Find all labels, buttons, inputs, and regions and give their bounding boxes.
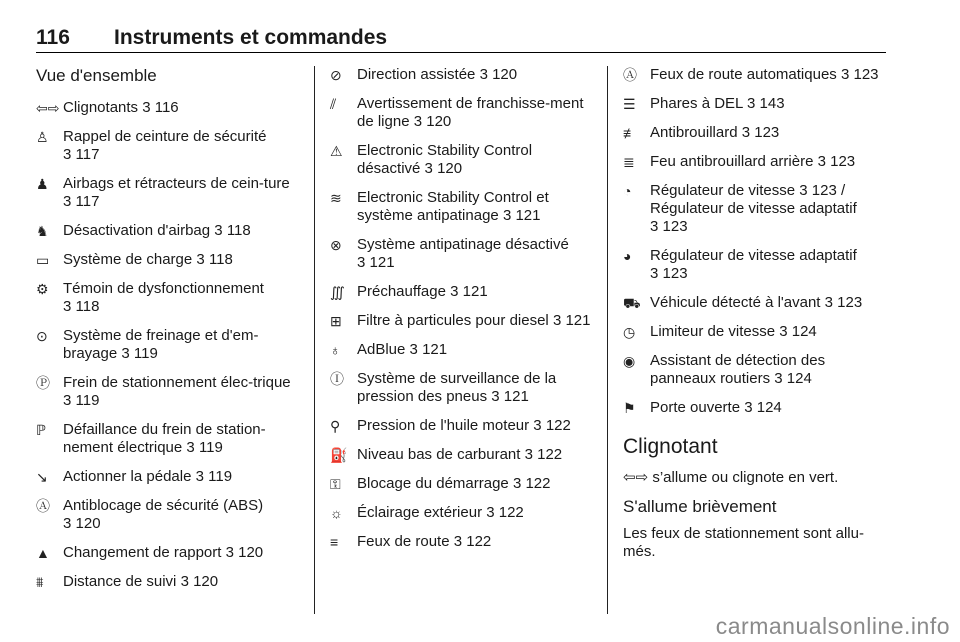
indicator-label: Electronic Stability Control et système antipatinage 3 121 [357, 189, 549, 224]
indicator-entry [330, 236, 594, 272]
indicator-entry [36, 99, 298, 117]
reference-arrow-icon: 3 [552, 312, 562, 329]
reference-arrow-icon: 3 [357, 254, 366, 271]
reference-arrow-icon: 3 [180, 573, 189, 590]
speed-limiter-icon: ◷ [623, 324, 636, 340]
page-reference-link[interactable]: 3 121 [450, 283, 488, 300]
page-reference-link[interactable]: 3 120 [180, 573, 219, 590]
indicator-label: Système antipatinage désactivé 3 121 [357, 236, 569, 271]
page-reference-link[interactable]: 3 116 [142, 99, 179, 116]
indicator-entry [330, 95, 594, 131]
reference-arrow-icon: 3 [486, 504, 495, 521]
reference-arrow-icon: 3 [453, 533, 463, 550]
subsection-heading: S'allume brièvement [623, 497, 777, 516]
page-reference-link[interactable]: 3 123 [650, 265, 688, 282]
page-reference-link[interactable]: 3 119 [195, 468, 233, 485]
reference-arrow-icon: 3 [491, 388, 500, 405]
paragraph: Les feux de stationnement sont allu-més. [623, 525, 864, 560]
reference-arrow-icon: 3 [63, 146, 72, 163]
column-3 [623, 66, 887, 571]
page-reference-link[interactable]: 3 117 [63, 193, 100, 210]
indicator-label: Désactivation d'airbag 3 118 [63, 222, 251, 239]
cruise-control-icon: ◔ [623, 183, 632, 199]
reference-arrow-icon: 3 [413, 113, 423, 130]
indicator-label: Porte ouverte 3 124 [650, 399, 782, 416]
parking-brake-fault-icon: ℙ [36, 422, 46, 438]
indicator-label: Feux de route automatiques 3 123 [650, 66, 879, 83]
airbag-icon: ♟ [36, 176, 49, 192]
page-reference-link[interactable]: 3 120 [413, 113, 452, 130]
paragraph-text: s’allume ou clignote en vert. [652, 469, 839, 486]
indicator-label: Antiblocage de sécurité (ABS) 3 120 [63, 497, 264, 532]
indicator-entry [36, 497, 298, 533]
engine-check-icon: ⚙ [36, 281, 49, 297]
indicator-label: Feu antibrouillard arrière 3 123 [650, 153, 856, 170]
page-reference-link[interactable]: 3 122 [453, 533, 492, 550]
pedal-icon: ↘ [36, 469, 48, 485]
immobilizer-icon: ⚿ [330, 476, 341, 492]
indicator-entry [36, 128, 298, 164]
reference-arrow-icon: 3 [512, 475, 522, 492]
column-divider [607, 66, 608, 614]
page-reference-link[interactable]: 3 123 [650, 218, 688, 235]
indicator-entry [330, 504, 594, 522]
indicator-entry [623, 399, 887, 417]
indicator-label: Niveau bas de carburant 3 122 [357, 446, 563, 463]
page-reference-link[interactable]: 3 122 [512, 475, 551, 492]
page-reference-link[interactable]: 3 121 [491, 388, 529, 405]
page-reference-link[interactable]: 3 122 [533, 417, 571, 434]
particle-filter-icon: ⊞ [330, 313, 342, 329]
page-reference-link[interactable]: 3 119 [63, 392, 100, 409]
indicator-entry [36, 544, 298, 562]
page-reference-link[interactable]: 3 118 [63, 298, 100, 315]
door-open-icon: ⚑ [623, 400, 636, 416]
indicator-label: Filtre à particules pour diesel 3 121 [357, 312, 591, 329]
indicator-label: Antibrouillard 3 123 [650, 124, 780, 141]
reference-arrow-icon: 3 [121, 345, 130, 362]
indicator-entry [330, 475, 594, 493]
preheat-icon: ∭ [330, 284, 345, 300]
page-reference-link[interactable]: 3 120 [63, 515, 101, 532]
seatbelt-icon: ♙ [36, 129, 49, 145]
page-reference-link[interactable]: 3 123 [741, 124, 780, 141]
indicator-label: Système de surveillance de la pression des pneus 3 121 [357, 370, 557, 405]
page-reference-link[interactable]: 3 122 [486, 504, 524, 521]
indicator-entry [36, 421, 298, 457]
indicator-label: Assistant de détection des panneaux routiers 3 124 [650, 352, 826, 387]
page-reference-link[interactable]: 3 124 [779, 323, 817, 340]
page-reference-link[interactable]: 3 120 [479, 66, 518, 83]
indicator-label: Rappel de ceinture de sécurité 3 117 [63, 128, 267, 163]
indicator-list [36, 99, 298, 591]
indicator-entry [36, 251, 298, 269]
indicator-label: Préchauffage 3 121 [357, 283, 488, 300]
airbag-off-icon: ♞ [36, 223, 49, 239]
indicator-label: Éclairage extérieur 3 122 [357, 504, 524, 521]
reference-arrow-icon: 3 [840, 66, 850, 83]
section-heading: Clignotant [623, 435, 718, 458]
fuel-icon: ⛽ [330, 447, 348, 463]
reference-arrow-icon: 3 [533, 417, 542, 434]
rear-fog-icon: ≣ [623, 154, 635, 170]
section-title: Vue d'ensemble [36, 66, 157, 85]
page-reference-link[interactable]: 3 117 [63, 146, 100, 163]
battery-icon: ▭ [36, 252, 50, 268]
indicator-label: Phares à DEL 3 143 [650, 95, 785, 112]
esc-off-icon: ⚠ [330, 143, 343, 159]
indicator-entry [330, 533, 594, 551]
indicator-label: Défaillance du frein de station-nement électrique 3 119 [63, 421, 266, 456]
indicator-label: Actionner la pédale 3 119 [63, 468, 233, 485]
reference-arrow-icon: 3 [799, 182, 808, 199]
indicator-entry [330, 283, 594, 301]
esc-icon: ≋ [330, 190, 342, 206]
indicator-label: Changement de rapport 3 120 [63, 544, 264, 561]
reference-arrow-icon: 3 [424, 160, 433, 177]
high-beam-icon: ≡ [330, 534, 339, 550]
page-reference-link[interactable]: 3 121 [409, 341, 448, 358]
indicator-label: Blocage du démarrage 3 122 [357, 475, 551, 492]
reference-arrow-icon: 3 [650, 218, 659, 235]
page-reference-link[interactable]: 3 119 [121, 345, 158, 362]
power-steering-icon: ⊘ [330, 67, 342, 83]
page-reference-link[interactable]: 3 124 [774, 370, 812, 387]
indicator-entry [36, 374, 298, 410]
indicator-entry [623, 182, 887, 236]
vehicle-ahead-icon: ⛟ [623, 295, 641, 311]
page-reference-link[interactable]: 3 120 [225, 544, 264, 561]
indicator-entry [330, 370, 594, 406]
reference-arrow-icon: 3 [142, 99, 151, 116]
page-header [36, 26, 886, 53]
reference-arrow-icon: 3 [817, 153, 826, 170]
indicator-entry [623, 323, 887, 341]
indicator-label: Distance de suivi 3 120 [63, 573, 219, 590]
page-reference-link[interactable]: 3 118 [196, 251, 233, 268]
turn-signal-icon: ⇦⇨ [623, 469, 649, 486]
column-2 [330, 66, 594, 562]
page-reference-link[interactable]: 3 123 [840, 66, 879, 83]
reference-arrow-icon: 3 [63, 392, 72, 409]
watermark: carmanualsonline.info [715, 613, 950, 639]
reference-arrow-icon: 3 [747, 95, 756, 112]
indicator-entry [623, 352, 887, 388]
auto-high-beam-icon: Ⓐ [623, 67, 637, 83]
page-reference-link[interactable]: 3 124 [744, 399, 782, 416]
reference-arrow-icon: 3 [450, 283, 459, 300]
lane-departure-icon: ⫽ [330, 96, 337, 112]
oil-pressure-icon: ⚲ [330, 418, 341, 434]
column-divider [314, 66, 315, 614]
reference-arrow-icon: 3 [214, 222, 223, 239]
reference-arrow-icon: 3 [63, 193, 72, 210]
indicator-entry [330, 66, 594, 84]
reference-arrow-icon: 3 [225, 544, 234, 561]
turn-signal-icon: ⇦⇨ [36, 100, 60, 116]
indicator-label: Témoin de dysfonctionnement 3 118 [63, 280, 264, 315]
indicator-entry [330, 417, 594, 435]
indicator-entry [36, 175, 298, 211]
page-reference-link[interactable]: 3 118 [214, 222, 251, 239]
indicator-label: Clignotants 3 116 [63, 99, 179, 116]
page-reference-link[interactable]: 3 123 [799, 182, 837, 199]
reference-arrow-icon: 3 [186, 439, 195, 456]
indicator-entry [623, 247, 887, 283]
indicator-entry [623, 153, 887, 171]
abs-icon: Ⓐ [36, 498, 50, 514]
gear-shift-icon: ▲ [36, 545, 50, 561]
adaptive-cruise-icon: ◕ [623, 248, 632, 264]
indicator-list [623, 66, 887, 417]
adblue-icon: ♁ [330, 342, 341, 358]
page-reference-link[interactable]: 3 123 [824, 294, 863, 311]
column-1 [36, 66, 298, 602]
indicator-entry [330, 189, 594, 225]
indicator-entry [330, 142, 594, 178]
exterior-light-icon: ☼ [330, 505, 343, 521]
indicator-entry [330, 312, 594, 330]
indicator-label: Airbags et rétracteurs de cein-ture 3 117 [63, 175, 290, 210]
indicator-entry [330, 446, 594, 464]
page-reference-link[interactable]: 3 120 [424, 160, 463, 177]
indicator-entry [623, 66, 887, 84]
following-distance-icon: ⩩ [36, 574, 44, 590]
indicator-label: AdBlue 3 121 [357, 341, 448, 358]
page-title: Instruments et commandes [114, 26, 388, 49]
reference-arrow-icon: 3 [741, 124, 751, 141]
reference-arrow-icon: 3 [779, 323, 788, 340]
page-number: 116 [36, 26, 70, 49]
reference-arrow-icon: 3 [824, 294, 833, 311]
paragraph [623, 469, 887, 487]
indicator-label: Régulateur de vitesse adaptatif 3 123 [650, 247, 857, 282]
indicator-entry [36, 468, 298, 486]
indicator-entry [36, 573, 298, 591]
indicator-label: Pression de l'huile moteur 3 122 [357, 417, 571, 434]
reference-arrow-icon: 3 [774, 370, 783, 387]
indicator-label: Limiteur de vitesse 3 124 [650, 323, 817, 340]
page-reference-link[interactable]: 3 121 [502, 207, 541, 224]
indicator-entry [36, 280, 298, 316]
indicator-entry [623, 95, 887, 113]
brake-system-icon: ⊙ [36, 328, 48, 344]
indicator-entry [36, 327, 298, 363]
parking-brake-icon: Ⓟ [36, 375, 50, 391]
reference-arrow-icon: 3 [63, 515, 72, 532]
fog-light-icon: ≢ [623, 125, 637, 141]
reference-arrow-icon: 3 [502, 207, 512, 224]
indicator-label: Frein de stationnement élec-trique 3 119 [63, 374, 291, 409]
tire-pressure-icon: Ⓘ [330, 371, 344, 387]
indicator-label: Système de freinage et d'em-brayage 3 119 [63, 327, 259, 362]
page-reference-link[interactable]: 3 121 [552, 312, 591, 329]
indicator-entry [623, 124, 887, 142]
page-reference-link[interactable]: 3 143 [747, 95, 785, 112]
indicator-label: Direction assistée 3 120 [357, 66, 518, 83]
reference-arrow-icon: 3 [479, 66, 488, 83]
reference-arrow-icon: 3 [196, 251, 205, 268]
indicator-entry [330, 341, 594, 359]
traffic-sign-icon: ◉ [623, 353, 636, 369]
reference-arrow-icon: 3 [63, 298, 72, 315]
indicator-list [330, 66, 594, 551]
indicator-entry [623, 294, 887, 312]
reference-arrow-icon: 3 [744, 399, 753, 416]
indicator-label: Véhicule détecté à l'avant 3 123 [650, 294, 863, 311]
page-reference-link[interactable]: 3 121 [357, 254, 395, 271]
indicator-label: Système de charge 3 118 [63, 251, 233, 268]
reference-arrow-icon: 3 [409, 341, 418, 358]
reference-arrow-icon: 3 [524, 446, 533, 463]
indicator-label: Electronic Stability Control désactivé 3 120 [357, 142, 533, 177]
indicator-label: Avertissement de franchisse-ment de ligne 3 120 [357, 95, 584, 130]
page-reference-link[interactable]: 3 119 [186, 439, 223, 456]
traction-off-icon: ⊗ [330, 237, 342, 253]
page-reference-link[interactable]: 3 122 [524, 446, 563, 463]
reference-arrow-icon: 3 [650, 265, 659, 282]
reference-arrow-icon: 3 [195, 468, 204, 485]
led-headlight-icon: ☰ [623, 96, 636, 112]
indicator-label: Feux de route 3 122 [357, 533, 492, 550]
indicator-label: Régulateur de vitesse 3 123 / Régulateur de vitesse adaptatif 3 123 [650, 182, 857, 235]
indicator-entry [36, 222, 298, 240]
page-reference-link[interactable]: 3 123 [817, 153, 856, 170]
